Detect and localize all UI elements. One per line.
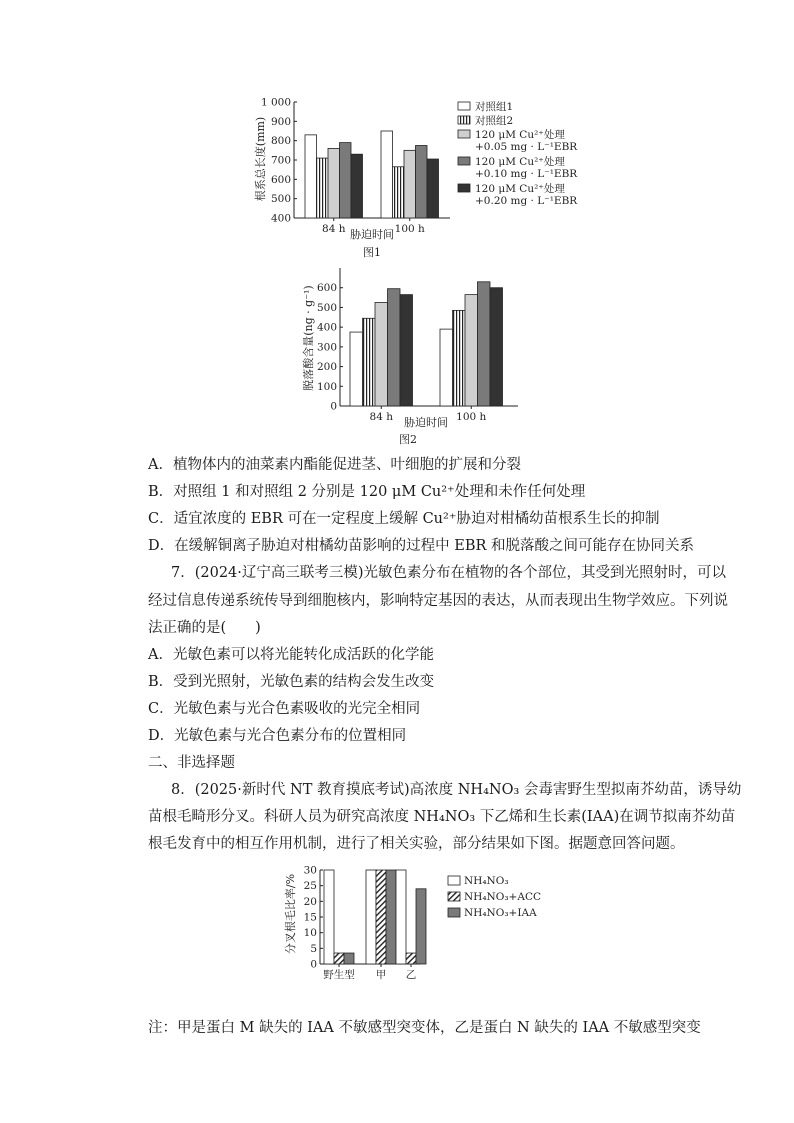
q8-stem-line1: 8．(2025·新时代 NT 教育摸底考试)高浓度 NH₄NO₃ 会毒害野生型拟南芥幼苗，诱导幼 [171,782,742,798]
figure-3-root-hair-chart [282,862,542,984]
y-axis-label: 脱落酸含量(ng · g⁻¹) [302,285,315,391]
x-tick-label: 甲 [375,969,387,981]
bar [363,318,376,406]
bar [334,953,344,964]
y-tick-label: 1 000 [260,96,291,109]
bar [406,953,416,964]
legend-swatch [458,102,470,110]
section-heading: 二、非选择题 [148,755,235,771]
legend-label: NH₄NO₃+ACC [464,891,542,903]
x-tick-label: 野生型 [323,969,355,981]
legend-label: 120 μM Cu²⁺处理 [475,156,565,168]
bar [478,282,491,406]
bar [305,135,317,218]
figure-caption: 图2 [399,433,417,446]
figure-caption: 图1 [363,246,381,259]
legend-label: 对照组2 [475,115,514,127]
legend-swatch [458,157,470,165]
q7-option-c: C．光敏色素与光合色素吸收的光完全相同 [148,701,421,717]
bar [328,148,340,218]
y-tick-label: 0 [330,400,337,413]
y-tick-label: 600 [270,173,291,186]
q8-stem-line2: 苗根毛畸形分叉。科研人员为研究高浓度 NH₄NO₃ 下乙烯和生长素(IAA)在调节拟南芥幼苗 [148,809,736,825]
legend-label: +0.10 mg · L⁻¹EBR [475,168,578,180]
bar [465,295,478,406]
x-tick-label: 100 h [394,223,425,235]
y-tick-label: 400 [316,321,337,334]
x-tick-label: 乙 [405,969,417,981]
y-tick-label: 700 [270,154,291,167]
bar [324,870,334,964]
y-tick-label: 0 [310,958,317,971]
bar [404,150,416,218]
legend-label: NH₄NO₃ [464,875,509,887]
figure-1-root-length-chart [250,92,580,260]
y-tick-label: 300 [316,341,337,354]
bar [340,143,352,218]
q7-option-a: A．光敏色素可以将光能转化成活跃的化学能 [148,647,434,663]
legend-swatch [458,184,470,192]
y-tick-label: 600 [316,282,337,295]
x-axis-label: 胁迫时间 [350,228,394,241]
bar [344,953,354,964]
y-tick-label: 5 [310,942,317,955]
y-tick-label: 900 [270,115,291,128]
legend-swatch [448,908,460,917]
q7-option-b: B．受到光照射，光敏色素的结构会发生改变 [148,674,435,690]
bar [376,870,386,964]
y-tick-label: 800 [270,135,291,148]
bar [453,310,466,406]
legend-label: 对照组1 [475,101,514,113]
y-tick-label: 500 [270,193,291,206]
q6-option-d: D．在缓解铜离子胁迫对柑橘幼苗影响的过程中 EBR 和脱落酸之间可能存在协同关系 [148,538,694,554]
bar [416,146,428,219]
bar [400,295,413,406]
y-tick-label: 400 [270,212,291,225]
bar [350,332,363,406]
y-tick-label: 200 [316,361,337,374]
q7-stem-line2: 经过信息传递系统传导到细胞核内，影响特定基因的表达，从而表现出生物学效应。下列说 [148,593,728,609]
bar [393,167,405,218]
legend-swatch [458,130,470,138]
bar [440,329,453,406]
bar [317,158,329,218]
bar [381,131,393,218]
bar [386,870,396,964]
y-tick-label: 20 [303,895,317,908]
bar [490,288,503,406]
bar [375,303,388,407]
y-axis-label: 分叉根毛比率/% [284,873,297,955]
y-axis-label: 根系总长度(mm) [254,116,267,202]
note-line: 注：甲是蛋白 M 缺失的 IAA 不敏感型突变体，乙是蛋白 N 缺失的 IAA 不敏感型突变 [148,1020,701,1036]
q6-option-b: B．对照组 1 和对照组 2 分别是 120 μM Cu²⁺处理和未作任何处理 [148,484,586,500]
y-tick-label: 500 [316,301,337,314]
legend-swatch [448,892,460,901]
y-tick-label: 30 [303,864,317,877]
y-tick-label: 15 [303,911,317,924]
bar [416,889,426,964]
legend-label: NH₄NO₃+IAA [464,907,537,919]
x-tick-label: 84 h [322,223,346,235]
q7-option-d: D．光敏色素与光合色素分布的位置相同 [148,728,407,744]
legend-swatch [448,876,460,885]
legend-label: 120 μM Cu²⁺处理 [475,129,565,141]
legend-label: 120 μM Cu²⁺处理 [475,183,565,195]
x-tick-label: 84 h [369,411,393,423]
y-tick-label: 10 [303,927,317,940]
q8-stem-line3: 根毛发育中的相互作用机制，进行了相关实验，部分结果如下图。据题意回答问题。 [148,836,685,852]
x-tick-label: 100 h [456,411,487,423]
q6-option-a: A．植物体内的油菜素内酯能促进茎、叶细胞的扩展和分裂 [148,457,521,473]
legend-label: +0.05 mg · L⁻¹EBR [475,141,578,153]
bar [388,289,401,406]
x-axis-label: 胁迫时间 [404,416,448,429]
y-tick-label: 100 [316,380,337,393]
y-tick-label: 25 [303,880,317,893]
bar [396,870,406,964]
bar [366,870,376,964]
q6-option-c: C．适宜浓度的 EBR 可在一定程度上缓解 Cu²⁺胁迫对柑橘幼苗根系生长的抑制 [148,511,660,527]
figure-2-aba-content-chart [300,266,530,448]
legend-label: +0.20 mg · L⁻¹EBR [475,195,578,207]
q7-stem-line1: 7．(2024·辽宁高三联考三模)光敏色素分布在植物的各个部位，其受到光照射时，可以 [171,565,727,581]
q7-stem-line3: 法正确的是( ) [148,620,261,636]
bar [427,159,439,218]
legend-swatch [458,116,470,124]
bar [351,154,363,218]
